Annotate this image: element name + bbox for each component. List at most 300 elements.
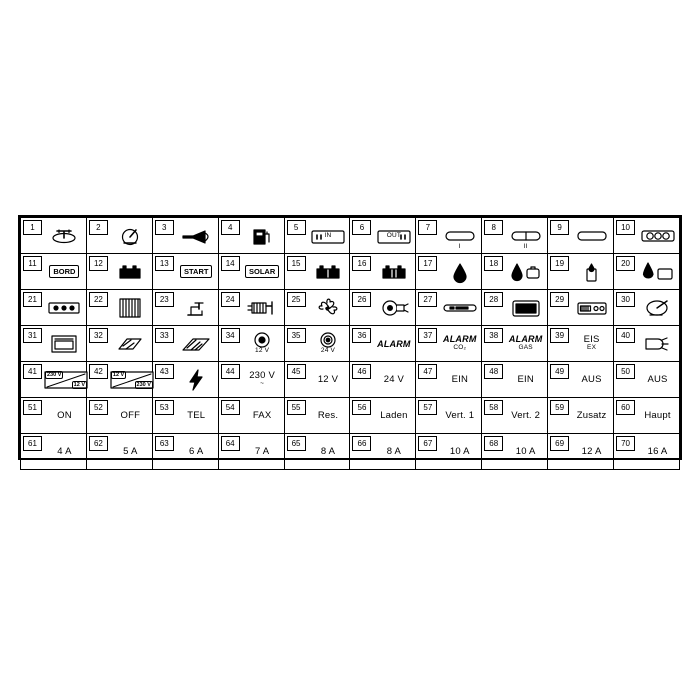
legend-cell[interactable] [482,254,548,290]
cell-sublabel: ~ [260,380,265,388]
cell-number: 46 [352,364,371,379]
cell-number: 47 [418,364,437,379]
legend-cell[interactable] [548,434,614,470]
fuse-16a-icon: 16 A [647,446,668,457]
cell-symbol [175,290,218,325]
alarm-co2-icon [443,335,477,351]
legend-cell[interactable] [284,218,350,254]
legend-cell[interactable] [614,398,680,434]
cell-number: 59 [550,400,569,415]
lamp-single-icon [443,229,477,250]
cell-number: 64 [221,436,240,451]
cell-symbol [570,218,613,253]
cell-number: 34 [221,328,240,343]
cell-number: 5 [287,220,306,235]
headlight-icon [642,336,674,352]
vert1-icon: Vert. 1 [445,410,475,421]
fluorescent-tube-icon [442,302,478,314]
legend-cell[interactable] [284,362,350,398]
cell-number: 41 [23,364,42,379]
battery-one-icon [313,264,343,280]
alarm-gas-icon [509,335,543,351]
cell-number: 70 [616,436,635,451]
cell-symbol [241,290,284,325]
cell-symbol [372,362,415,397]
cell-symbol [504,362,547,397]
legend-cell[interactable] [284,290,350,326]
cell-number: 9 [550,220,569,235]
cell-number: 54 [221,400,240,415]
socket-12v-icon [252,332,272,355]
step-icon [115,334,145,354]
tap-icon [183,297,209,319]
three-lamps-icon [639,228,677,244]
grid-row [21,218,680,254]
cell-number: 30 [616,292,635,307]
fuse-10a-icon: 10 A [515,446,536,457]
cell-number: 56 [352,400,371,415]
cell-number: 1 [23,220,42,235]
fuse-10a-icon: 10 A [449,446,470,457]
cell-symbol [570,326,613,361]
cell-number: 6 [352,220,371,235]
cell-symbol [43,218,86,253]
cell-symbol [109,362,155,397]
fuse-4a-icon: 4 A [57,446,72,457]
cell-symbol [109,290,152,325]
legend-cell[interactable] [350,398,416,434]
legend-cell[interactable] [284,254,350,290]
cell-number: 28 [484,292,503,307]
legend-cell[interactable] [21,326,87,362]
cooktop-icon [47,301,81,315]
cell-symbol [307,362,350,397]
water-pump-motor-icon [246,298,278,318]
cell-symbol [109,398,152,433]
legend-cell[interactable] [350,434,416,470]
vert2-icon: Vert. 2 [511,410,541,421]
cell-symbol [504,326,547,361]
legend-cell[interactable] [218,290,284,326]
cell-symbol [372,218,415,253]
legend-cell[interactable] [350,290,416,326]
on-icon: ON [57,410,72,421]
tel-icon: TEL [187,410,206,421]
cell-number: 7 [418,220,437,235]
legend-cell[interactable] [152,218,218,254]
legend-cell[interactable] [614,362,680,398]
water-pump-icon [115,226,145,246]
cell-label-bottom: 230 V [136,381,151,388]
solar-box-icon: SOLAR [245,265,279,278]
cell-symbol [636,218,679,253]
cell-number: 18 [484,256,503,271]
cell-symbol [372,398,415,433]
fuse-8a-icon: 8 A [386,446,402,457]
legend-cell[interactable] [152,398,218,434]
cell-symbol [438,326,481,361]
legend-cell[interactable] [218,326,284,362]
cell-symbol [636,326,679,361]
cell-symbol [109,254,152,289]
cell-number: 40 [616,328,635,343]
cell-symbol [438,434,481,469]
legend-cell[interactable] [416,218,482,254]
cell-number: 39 [550,328,569,343]
legend-cell[interactable] [152,434,218,470]
cell-symbol [109,434,152,469]
legend-cell[interactable] [21,218,87,254]
legend-cell[interactable] [548,398,614,434]
cell-sublabel: EX [587,344,597,352]
cell-number: 48 [484,364,503,379]
cell-number: 66 [352,436,371,451]
legend-cell[interactable] [21,254,87,290]
legend-cell[interactable] [548,362,614,398]
legend-cell[interactable] [548,290,614,326]
legend-cell[interactable] [86,290,152,326]
ein-icon: EIN [451,374,468,385]
cell-symbol [504,254,547,289]
legend-cell[interactable] [218,362,284,398]
cell-number: 63 [155,436,174,451]
cell-symbol [307,326,350,361]
cell-sublabel: CO₂ [453,343,467,351]
cell-symbol [438,362,481,397]
legend-cell[interactable] [86,254,152,290]
cell-number: 38 [484,328,503,343]
cell-symbol [241,362,284,397]
legend-cell[interactable] [350,326,416,362]
cell-label: I [458,242,461,250]
legend-cell[interactable] [416,398,482,434]
cell-number: 8 [484,220,503,235]
legend-cell[interactable] [152,254,218,290]
radio-icon [576,300,608,316]
cell-number: 20 [616,256,635,271]
legend-cell[interactable] [614,434,680,470]
cell-number: 65 [287,436,306,451]
cell-symbol [109,218,152,253]
socket-24v-icon [318,332,338,355]
cell-symbol [241,218,284,253]
cell-symbol [307,434,350,469]
cell-number: 50 [616,364,635,379]
legend-cell[interactable] [152,290,218,326]
legend-cell[interactable] [86,218,152,254]
legend-cell[interactable] [86,434,152,470]
ein-icon: EIN [517,374,534,385]
grid-row [21,326,680,362]
cell-symbol [43,254,86,289]
cell-symbol [175,326,218,361]
cell-number: 32 [89,328,108,343]
legend-cell[interactable] [86,398,152,434]
cell-symbol [636,434,679,469]
legend-cell[interactable] [284,326,350,362]
tv-icon [511,298,541,318]
legend-cell[interactable] [614,218,680,254]
grid-row [21,254,680,290]
aus-icon: AUS [647,374,668,385]
alarm-icon: ALARM [377,338,411,349]
cell-number: 67 [418,436,437,451]
legend-cell[interactable] [482,434,548,470]
cell-symbol [636,362,679,397]
cell-label: ALARM [443,334,477,345]
converter-12-230-icon [109,369,155,391]
battery-two-icon [379,264,409,280]
legend-cell[interactable] [614,254,680,290]
fax-icon: FAX [252,410,272,421]
grid-row [21,290,680,326]
grid-row [21,434,680,470]
legend-cell[interactable] [614,290,680,326]
cell-number: 35 [287,328,306,343]
ac-230v-icon [249,371,275,388]
legend-cell[interactable] [350,218,416,254]
cell-symbol [372,290,415,325]
cell-label: IN [324,232,332,239]
cell-number: 55 [287,400,306,415]
cell-number: 26 [352,292,371,307]
cell-symbol [504,290,547,325]
battery-icon [117,264,143,280]
zusatz-icon: Zusatz [576,410,607,421]
cell-number: 31 [23,328,42,343]
cell-number: 21 [23,292,42,307]
eis-ex-icon [584,335,600,352]
cell-number: 43 [155,364,174,379]
legend-cell[interactable] [218,218,284,254]
dc-24v-icon: 24 V [383,374,405,385]
cell-number: 42 [89,364,108,379]
cell-number: 49 [550,364,569,379]
legend-cell[interactable] [548,326,614,362]
cell-number: 44 [221,364,240,379]
legend-cell[interactable] [21,290,87,326]
cell-symbol [241,398,284,433]
cell-number: 29 [550,292,569,307]
bord-box-icon: BORD [49,265,79,278]
start-box-icon: START [180,265,212,278]
legend-cell[interactable] [548,218,614,254]
fuse-6a-icon: 6 A [189,446,204,457]
cell-number: 23 [155,292,174,307]
cell-symbol [307,398,350,433]
cell-symbol [241,434,284,469]
cell-number: 58 [484,400,503,415]
water-drop-icon [452,262,468,282]
legend-cell[interactable] [548,254,614,290]
res-icon: Res. [317,410,339,421]
legend-cell[interactable] [614,326,680,362]
cell-number: 37 [418,328,437,343]
cell-label: ALARM [508,334,543,345]
out-plug-icon [374,227,414,245]
in-plug-icon [308,227,348,245]
cell-symbol [109,326,152,361]
fuse-8a-icon: 8 A [320,446,336,457]
cell-symbol [570,290,613,325]
fuse-5a-icon: 5 A [123,446,138,457]
cell-label: 230 V [249,370,276,382]
legend-cell[interactable] [284,434,350,470]
cell-number: 12 [89,256,108,271]
cell-symbol [307,254,350,289]
cell-symbol [570,434,613,469]
cell-label: II [523,242,528,250]
legend-cell[interactable] [21,398,87,434]
cell-symbol [504,218,547,253]
cell-symbol [241,326,284,361]
cell-symbol [43,326,86,361]
cell-number: 3 [155,220,174,235]
off-icon: OFF [120,410,141,421]
cell-number: 25 [287,292,306,307]
cell-label-top: 12 V [112,371,125,378]
cell-symbol [43,434,86,469]
lightning-icon [186,368,206,392]
cell-number: 22 [89,292,108,307]
cell-symbol [175,362,218,397]
dc-12v-icon: 12 V [317,374,339,385]
cell-symbol [570,254,613,289]
cell-number: 51 [23,400,42,415]
blower-icon [379,298,409,318]
cell-number: 2 [89,220,108,235]
legend-cell[interactable] [284,398,350,434]
cell-symbol [43,398,86,433]
cell-symbol [636,254,679,289]
legend-cell[interactable] [152,326,218,362]
cell-symbol [504,434,547,469]
legend-cell[interactable] [21,362,87,398]
legend-cell[interactable] [482,398,548,434]
fuse-12a-icon: 12 A [581,446,602,457]
gas-bottle-icon [642,261,674,283]
cell-number: 45 [287,364,306,379]
legend-cell[interactable] [416,326,482,362]
cell-symbol [175,434,218,469]
cell-number: 62 [89,436,108,451]
cell-number: 4 [221,220,240,235]
ramp-icon [180,334,212,354]
cell-number: 52 [89,400,108,415]
cell-label-top: 230 V [47,371,62,378]
legend-cell[interactable] [86,362,152,398]
cell-symbol [175,254,218,289]
cell-number: 68 [484,436,503,451]
legend-cell[interactable] [218,254,284,290]
cell-label: EIS [583,334,600,346]
cell-number: 13 [155,256,174,271]
cell-number: 60 [616,400,635,415]
horn-icon [179,227,213,245]
symbol-grid [20,217,680,470]
cell-symbol [372,434,415,469]
aus-icon: AUS [581,374,602,385]
cell-number: 53 [155,400,174,415]
legend-cell[interactable] [350,254,416,290]
symbol-legend-sheet [18,215,682,460]
cell-label: 24 V [320,347,336,355]
cell-symbol [570,362,613,397]
legend-cell[interactable] [416,254,482,290]
cell-number: 24 [221,292,240,307]
grid-row [21,398,680,434]
cell-symbol [307,218,350,253]
cell-symbol [372,254,415,289]
antenna-icon [47,227,81,245]
fuel-pump-icon [249,226,275,246]
heater-icon [117,297,143,319]
cell-symbol [438,218,481,253]
cell-symbol [307,290,350,325]
cell-symbol [438,290,481,325]
cell-symbol [504,398,547,433]
cell-symbol [438,254,481,289]
cell-symbol [43,362,89,397]
legend-cell[interactable] [218,398,284,434]
oven-icon [50,334,78,354]
legend-cell[interactable] [152,362,218,398]
legend-cell[interactable] [218,434,284,470]
cell-number: 11 [23,256,42,271]
legend-cell[interactable] [21,434,87,470]
cell-number: 10 [616,220,635,235]
legend-cell[interactable] [482,362,548,398]
cell-symbol [570,398,613,433]
legend-cell[interactable] [482,326,548,362]
cell-label: OUT [386,232,402,239]
satellite-dish-icon [644,297,672,319]
drop-waste-icon [581,261,603,283]
legend-cell[interactable] [86,326,152,362]
legend-cell[interactable] [482,290,548,326]
legend-cell[interactable] [416,434,482,470]
legend-cell[interactable] [416,362,482,398]
panel-blank-icon [575,229,609,243]
cell-number: 16 [352,256,371,271]
legend-cell[interactable] [416,290,482,326]
cell-number: 17 [418,256,437,271]
cell-symbol [636,398,679,433]
cell-sublabel: GAS [518,343,533,351]
cell-symbol [241,254,284,289]
cell-number: 57 [418,400,437,415]
cell-number: 69 [550,436,569,451]
cell-symbol [372,326,415,361]
legend-cell[interactable] [350,362,416,398]
cell-number: 14 [221,256,240,271]
haupt-icon: Haupt [644,410,671,421]
cell-symbol [438,398,481,433]
cell-number: 61 [23,436,42,451]
converter-230-12-icon [43,369,89,391]
cell-symbol [175,398,218,433]
cell-label: 12 V [255,347,270,355]
legend-cell[interactable] [482,218,548,254]
cell-number: 15 [287,256,306,271]
cell-number: 27 [418,292,437,307]
laden-icon: Laden [380,410,408,421]
cell-symbol [636,290,679,325]
cell-label-bottom: 12 V [73,381,85,388]
cell-symbol [175,218,218,253]
cell-number: 36 [352,328,371,343]
fuse-7a-icon: 7 A [254,446,270,457]
